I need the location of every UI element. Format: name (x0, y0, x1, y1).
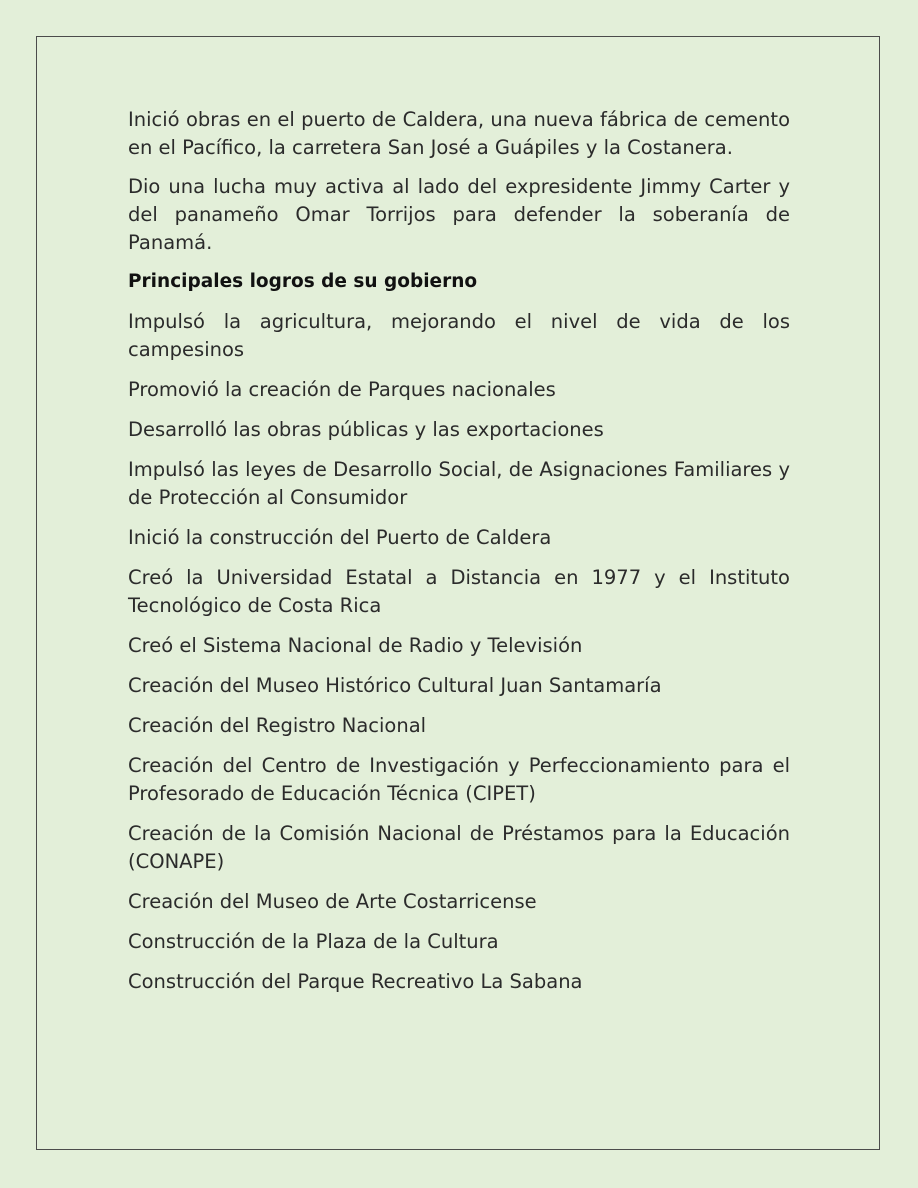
list-item: Impulsó la agricultura, mejorando el nivel de vida de los campesinos (128, 310, 790, 361)
achievements-list (128, 308, 790, 996)
list-item: Inició la construcción del Puerto de Caldera (128, 526, 552, 549)
list-item: Creó el Sistema Nacional de Radio y Televisión (128, 634, 583, 657)
list-item: Promovió la creación de Parques nacionales (128, 378, 556, 401)
section-heading: Principales logros de su gobierno (128, 271, 478, 292)
list-item: Desarrolló las obras públicas y las exportaciones (128, 418, 604, 441)
list-item: Impulsó las leyes de Desarrollo Social, de Asignaciones Familiares y de Protección al Consumidor (128, 458, 790, 509)
intro-paragraph-1: Inició obras en el puerto de Caldera, una nueva fábrica de cemento en el Pacífico, la carretera San José a Guápiles y la Costanera. (128, 108, 790, 159)
list-item: Creación del Registro Nacional (128, 714, 427, 737)
list-item: Creó la Universidad Estatal a Distancia en 1977 y el Instituto Tecnológico de Costa Rica (128, 566, 790, 617)
list-item: Creación del Museo de Arte Costarricense (128, 890, 537, 913)
list-item: Creación de la Comisión Nacional de Préstamos para la Educación (CONAPE) (128, 822, 790, 873)
list-item: Creación del Centro de Investigación y Perfeccionamiento para el Profesorado de Educación Técnica (CIPET) (128, 754, 790, 805)
list-item: Creación del Museo Histórico Cultural Juan Santamaría (128, 674, 662, 697)
list-item: Construcción del Parque Recreativo La Sabana (128, 970, 583, 993)
intro-paragraph-2: Dio una lucha muy activa al lado del expresidente Jimmy Carter y del panameño Omar Torrijos para defender la soberanía de Panamá. (128, 175, 790, 254)
document-body (128, 106, 790, 1008)
list-item: Construcción de la Plaza de la Cultura (128, 930, 499, 953)
